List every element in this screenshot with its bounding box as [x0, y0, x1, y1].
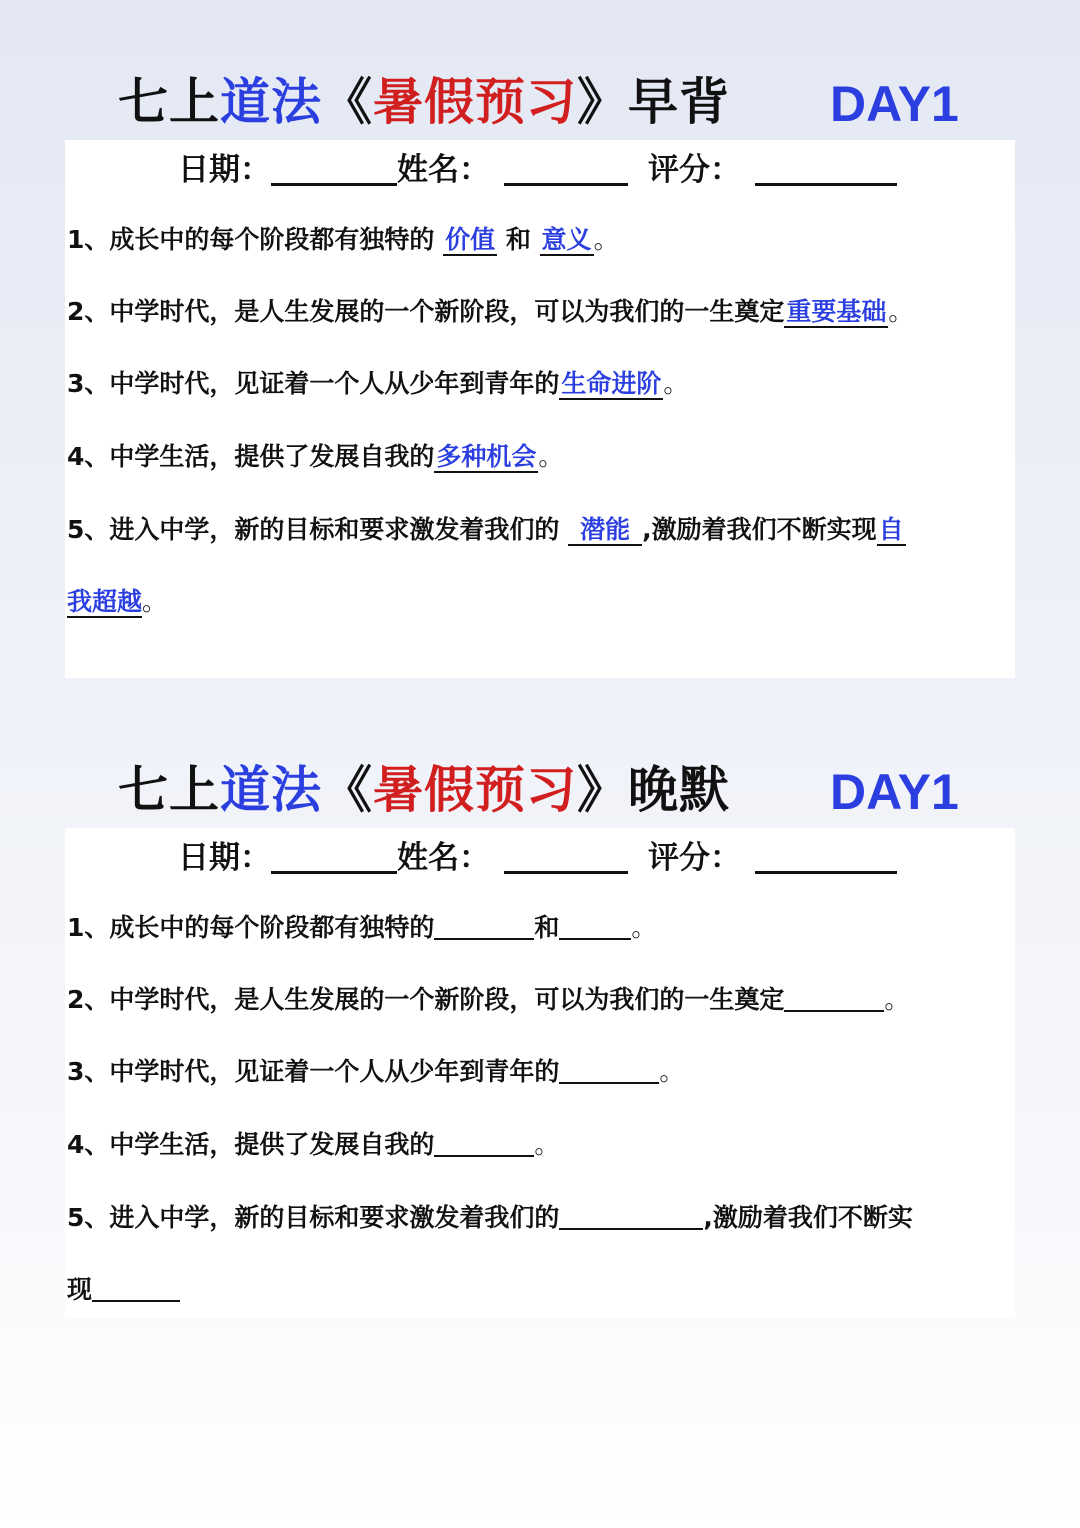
title-bracket-close: 》	[577, 73, 628, 131]
answer-4: 多种机会	[436, 442, 537, 471]
q1-text: 1、成长中的每个阶段都有独特的	[67, 225, 444, 254]
question-3	[67, 1054, 684, 1090]
date-label: 日期：	[178, 840, 271, 876]
q3-end: 。	[659, 1057, 685, 1086]
answer-5b-part2: 我超越	[67, 587, 143, 616]
score-blank[interactable]	[755, 153, 897, 186]
morning-title	[118, 72, 730, 132]
q5-text: 5、进入中学，新的目标和要求激发着我们的	[67, 515, 569, 544]
q5-mid: ,激励着我们不断实	[703, 1203, 913, 1232]
name-blank[interactable]	[504, 153, 628, 186]
day-label: DAY1	[830, 76, 959, 132]
evening-section	[0, 760, 1080, 1320]
title-bracket-open: 《	[322, 73, 373, 131]
answer-5a: 潜能	[568, 515, 642, 546]
q2-text: 2、中学时代，是人生发展的一个新阶段，可以为我们的一生奠定	[67, 297, 785, 326]
answer-1b: 意义	[541, 225, 592, 254]
q1-mid: 和	[534, 913, 560, 942]
name-label: 姓名：	[397, 152, 490, 188]
q2-text: 2、中学时代，是人生发展的一个新阶段，可以为我们的一生奠定	[67, 985, 785, 1014]
title-bracket-close: 》	[577, 761, 628, 819]
score-label: 评分：	[648, 152, 741, 188]
question-4	[67, 1127, 559, 1163]
q5-mid: ,激励着我们不断实现	[642, 515, 877, 544]
blank-1a[interactable]	[434, 914, 534, 940]
header-row	[178, 836, 897, 880]
blank-1b[interactable]	[559, 914, 631, 940]
day-label: DAY1	[830, 764, 959, 820]
date-label: 日期：	[178, 152, 271, 188]
date-blank[interactable]	[271, 841, 397, 874]
question-1	[67, 910, 656, 946]
q3-text: 3、中学时代，见证着一个人从少年到青年的	[67, 369, 560, 398]
title-prefix: 七上	[118, 761, 220, 819]
title-suffix: 晚默	[628, 761, 730, 819]
question-2	[67, 982, 909, 1018]
title-bracket-open: 《	[322, 761, 373, 819]
question-4	[67, 439, 563, 475]
name-blank[interactable]	[504, 841, 628, 874]
header-row	[178, 148, 897, 192]
answer-5b-part1: 自	[878, 515, 904, 544]
q1-text: 1、成长中的每个阶段都有独特的	[67, 913, 435, 942]
answer-3: 生命进阶	[561, 369, 662, 398]
answer-1a: 价值	[445, 225, 496, 254]
evening-card	[65, 828, 1015, 1318]
q4-text: 4、中学生活，提供了发展自我的	[67, 442, 435, 471]
q5-line2: 现	[67, 1275, 93, 1304]
blank-4[interactable]	[434, 1131, 534, 1157]
blank-3[interactable]	[559, 1058, 659, 1084]
q1-end: 。	[631, 913, 657, 942]
q4-text: 4、中学生活，提供了发展自我的	[67, 1130, 435, 1159]
title-prefix: 七上	[118, 73, 220, 131]
q1-end: 。	[593, 225, 619, 254]
q2-end: 。	[884, 985, 910, 1014]
blank-5b[interactable]	[92, 1276, 180, 1302]
question-1	[67, 222, 619, 258]
q4-end: 。	[538, 442, 564, 471]
q5-end: 。	[142, 587, 168, 616]
question-5-line2	[67, 1272, 180, 1308]
question-3	[67, 366, 688, 402]
q1-mid: 和	[497, 225, 540, 254]
blank-5a[interactable]	[559, 1204, 703, 1230]
q3-text: 3、中学时代，见证着一个人从少年到青年的	[67, 1057, 560, 1086]
morning-card	[65, 140, 1015, 678]
title-suffix: 早背	[628, 73, 730, 131]
evening-title	[118, 760, 730, 820]
title-subject: 道法	[220, 73, 322, 131]
question-5-line2	[67, 584, 167, 620]
blank-2[interactable]	[784, 986, 884, 1012]
morning-section	[0, 72, 1080, 682]
title-book: 暑假预习	[373, 761, 577, 819]
score-blank[interactable]	[755, 841, 897, 874]
date-blank[interactable]	[271, 153, 397, 186]
question-2	[67, 294, 913, 330]
title-subject: 道法	[220, 761, 322, 819]
name-label: 姓名：	[397, 840, 490, 876]
question-5	[67, 1200, 913, 1236]
q5-text: 5、进入中学，新的目标和要求激发着我们的	[67, 1203, 560, 1232]
q2-end: 。	[888, 297, 914, 326]
q4-end: 。	[534, 1130, 560, 1159]
question-5	[67, 512, 906, 548]
title-book: 暑假预习	[373, 73, 577, 131]
answer-2: 重要基础	[786, 297, 887, 326]
q3-end: 。	[663, 369, 689, 398]
score-label: 评分：	[648, 840, 741, 876]
